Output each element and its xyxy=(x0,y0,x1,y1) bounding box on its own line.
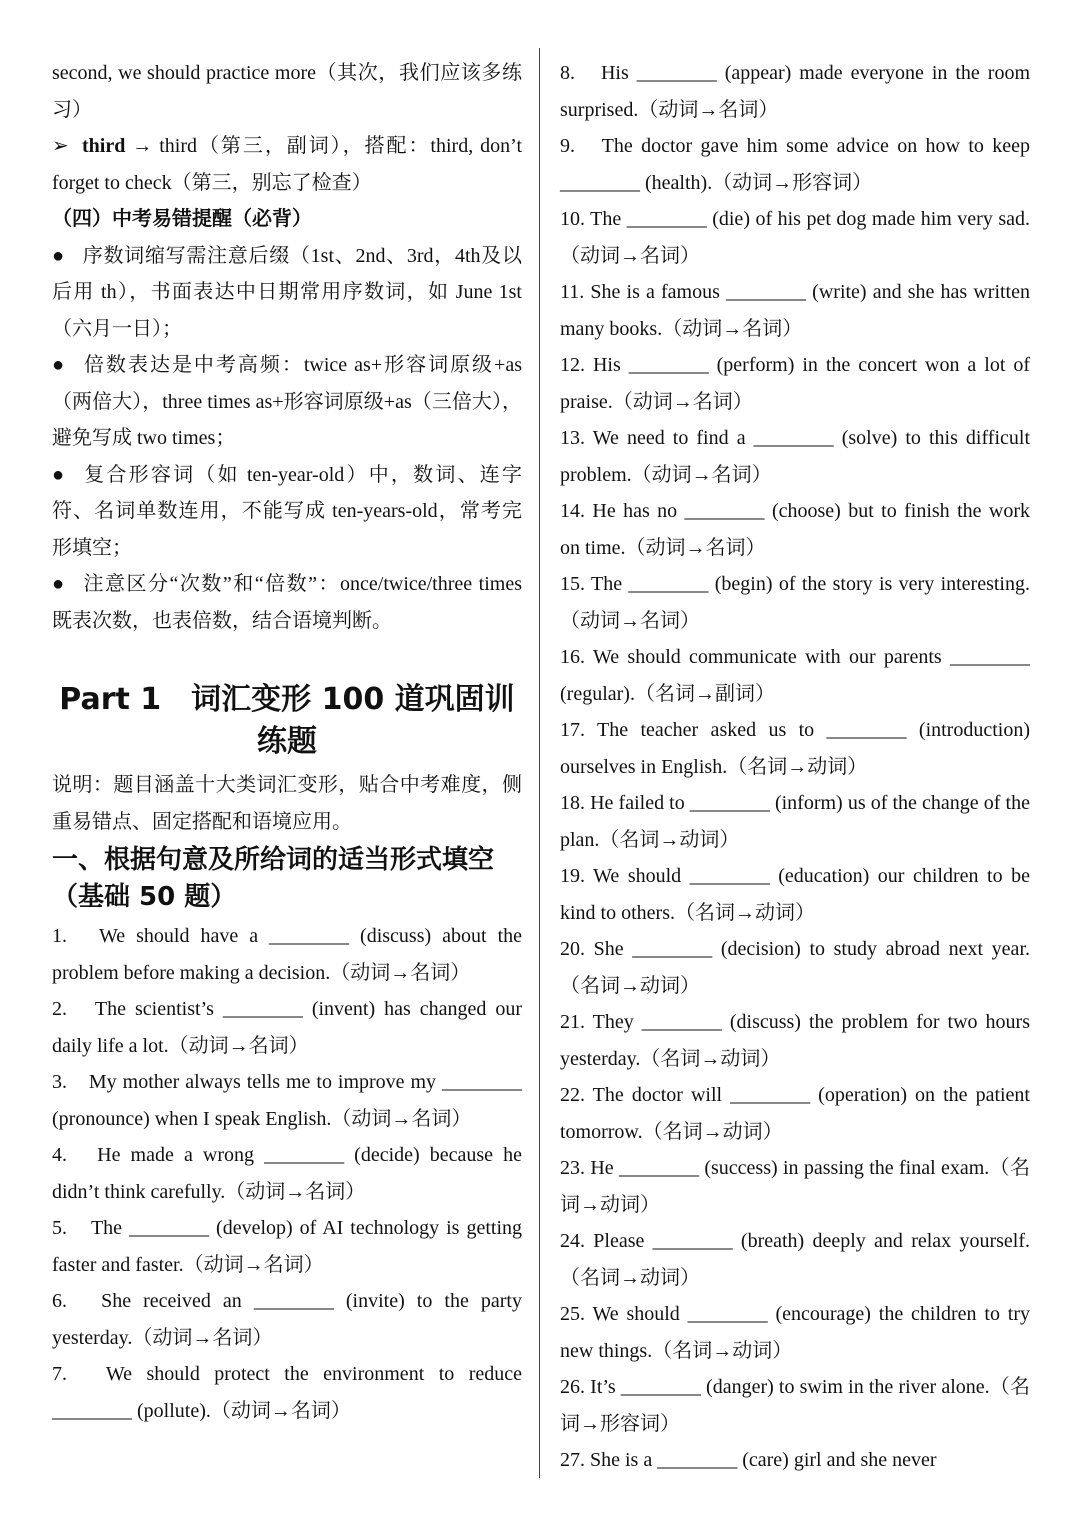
reminder-item xyxy=(52,457,522,567)
question-item: 27. She is a ________ (care) girl and she never xyxy=(560,1449,937,1471)
reminder-text: 注意区分“次数”和“倍数”：once/twice/three times 既表次数，也表倍数，结合语境判断。 xyxy=(52,573,522,632)
dot-bullet-icon: ● xyxy=(52,463,65,486)
reminder-text: 倍数表达是中考高频：twice as+形容词原级+as（两倍大），three times as+形容词原级+as（三倍大），避免写成 two times； xyxy=(52,354,522,449)
question-item: 11. She is a famous ________ (write) and she has written many books.（动词→名词） xyxy=(560,281,1030,340)
question-item: 13. We need to find a ________ (solve) to this difficult problem.（动词→名词） xyxy=(560,427,1030,486)
tip-keyword: third xyxy=(82,135,126,157)
question-item: 25. We should ________ (encourage) the children to try new things.（名词→动词） xyxy=(560,1303,1030,1362)
exercise-heading: 一、根据句意及所给词的适当形式填空（基础 50 题） xyxy=(52,845,495,912)
question-item: 2. The scientist’s ________ (invent) has changed our daily life a lot.（动词→名词） xyxy=(52,998,522,1057)
question-item: 14. He has no ________ (choose) but to finish the work on time.（动词→名词） xyxy=(560,500,1030,559)
tip-line xyxy=(52,128,522,201)
dot-bullet-icon: ● xyxy=(52,354,65,376)
question-item: 3. My mother always tells me to improve my ________ (pronounce) when I speak English.（动词→名词） xyxy=(52,1071,522,1130)
question-item: 5. The ________ (develop) of AI technology is getting faster and faster.（动词→名词） xyxy=(52,1217,522,1276)
reminder-item xyxy=(52,566,522,639)
question-item: 9. The doctor gave him some advice on how to keep ________ (health).（动词→形容词） xyxy=(560,135,1030,194)
question-item: 8. His ________ (appear) made everyone in the room surprised.（动词→名词） xyxy=(560,62,1030,121)
question-item: 22. The doctor will ________ (operation) on the patient tomorrow.（名词→动词） xyxy=(560,1084,1030,1143)
tip-text: → third（第三，副词），搭配：third, don’t forget to check（第三，别忘了检查） xyxy=(52,135,522,194)
column-divider xyxy=(539,48,540,1478)
left-column xyxy=(52,55,522,1429)
question-item: 16. We should communicate with our parents ________ (regular).（名词→副词） xyxy=(560,646,1030,705)
part-title: Part 1 词汇变形 100 道巩固训练题 xyxy=(59,682,515,759)
tip-line: second, we should practice more（其次，我们应该多练习） xyxy=(52,62,522,121)
question-item: 6. She received an ________ (invite) to the party yesterday.（动词→名词） xyxy=(52,1290,522,1349)
right-column xyxy=(560,55,1030,1479)
reminder-text: 序数词缩写需注意后缀（1st、2nd、3rd，4th及以后用 th），书面表达中日期常用序数词，如 June 1st（六月一日）； xyxy=(52,244,522,340)
question-item: 19. We should ________ (education) our children to be kind to others.（名词→动词） xyxy=(560,865,1030,924)
question-item: 23. He ________ (success) in passing the final exam.（名词→动词） xyxy=(560,1157,1030,1216)
question-item: 15. The ________ (begin) of the story is very interesting.（动词→名词） xyxy=(560,573,1030,632)
question-item: 20. She ________ (decision) to study abroad next year.（名词→动词） xyxy=(560,938,1030,997)
question-item: 24. Please ________ (breath) deeply and relax yourself.（名词→动词） xyxy=(560,1230,1030,1289)
question-item: 18. He failed to ________ (inform) us of the change of the plan.（名词→动词） xyxy=(560,792,1030,851)
arrow-bullet-icon: ➢ xyxy=(52,135,69,157)
section-heading: （四）中考易错提醒（必背） xyxy=(52,208,312,230)
intro-text: 说明：题目涵盖十大类词汇变形，贴合中考难度，侧重易错点、固定搭配和语境应用。 xyxy=(52,774,522,833)
question-item: 7. We should protect the environment to reduce ________ (pollute).（动词→名词） xyxy=(52,1363,522,1422)
question-item: 4. He made a wrong ________ (decide) because he didn’t think carefully.（动词→名词） xyxy=(52,1144,522,1203)
question-item: 21. They ________ (discuss) the problem for two hours yesterday.（名词→动词） xyxy=(560,1011,1030,1070)
question-item: 1. We should have a ________ (discuss) about the problem before making a decision.（动词→名词） xyxy=(52,925,522,984)
dot-bullet-icon: ● xyxy=(52,244,65,267)
question-item: 26. It’s ________ (danger) to swim in the river alone.（名词→形容词） xyxy=(560,1376,1030,1435)
dot-bullet-icon: ● xyxy=(52,573,65,595)
question-item: 12. His ________ (perform) in the concert won a lot of praise.（动词→名词） xyxy=(560,354,1030,413)
reminder-item xyxy=(52,347,522,457)
question-item: 10. The ________ (die) of his pet dog made him very sad.（动词→名词） xyxy=(560,208,1030,267)
reminder-item xyxy=(52,238,522,348)
question-item: 17. The teacher asked us to ________ (introduction) ourselves in English.（名词→动词） xyxy=(560,719,1030,778)
reminder-text: 复合形容词（如 ten-year-old）中，数词、连字符、名词单数连用，不能写成 ten-years-old，常考完形填空； xyxy=(52,463,522,559)
